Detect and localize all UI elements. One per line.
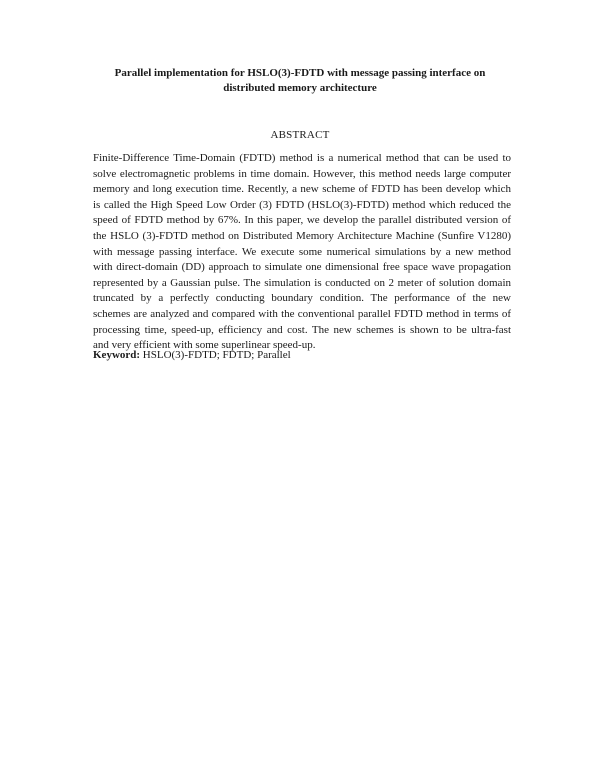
abstract-line: with direct-domain (DD) approach to simulate one dimensional free space wave propagation xyxy=(93,261,511,274)
abstract-heading: ABSTRACT xyxy=(270,129,330,141)
abstract-line: processing time, speed-up, efficiency and cost. The new schemes is shown to be ultra-fast xyxy=(93,323,511,336)
abstract-line: represented by a Gaussian pulse. The simulation is conducted on 2 meter of solution domain xyxy=(93,276,511,289)
abstract-line: schemes are analyzed and compared with the conventional parallel FDTD method in terms of xyxy=(93,307,511,320)
abstract-line: memory and long execution time. Recently, a new scheme of FDTD has been develop which xyxy=(93,183,511,196)
abstract-line: truncated by a perfectly conducting boundary condition. The performance of the new xyxy=(93,292,511,305)
abstract-line: the HSLO (3)-FDTD method on Distributed Memory Architecture Machine (Sunfire V1280) xyxy=(93,229,511,242)
keywords-list: HSLO(3)-FDTD; FDTD; Parallel xyxy=(142,349,291,361)
abstract-line: solve electromagnetic problems in time domain. However, this method needs large computer xyxy=(93,167,511,180)
abstract-body xyxy=(93,151,511,354)
keywords xyxy=(93,348,511,363)
abstract-line: speed of FDTD method by 67%. In this paper, we develop the parallel distributed version of xyxy=(93,214,511,227)
paper-title xyxy=(100,66,500,96)
title-line: distributed memory architecture xyxy=(223,82,377,94)
abstract-line: Finite-Difference Time-Domain (FDTD) method is a numerical method that can be used to xyxy=(93,152,511,164)
abstract-line: and very efficient with some superlinear speed-up. xyxy=(93,339,316,352)
keywords-label: Keyword: xyxy=(93,349,141,361)
abstract-line: with message passing interface. We execute some numerical simulations by a new method xyxy=(93,245,511,258)
abstract-line: is called the High Speed Low Order (3) FDTD (HSLO(3)-FDTD) method which reduced the xyxy=(93,198,511,211)
title-line: Parallel implementation for HSLO(3)-FDTD with message passing interface on xyxy=(114,67,486,79)
